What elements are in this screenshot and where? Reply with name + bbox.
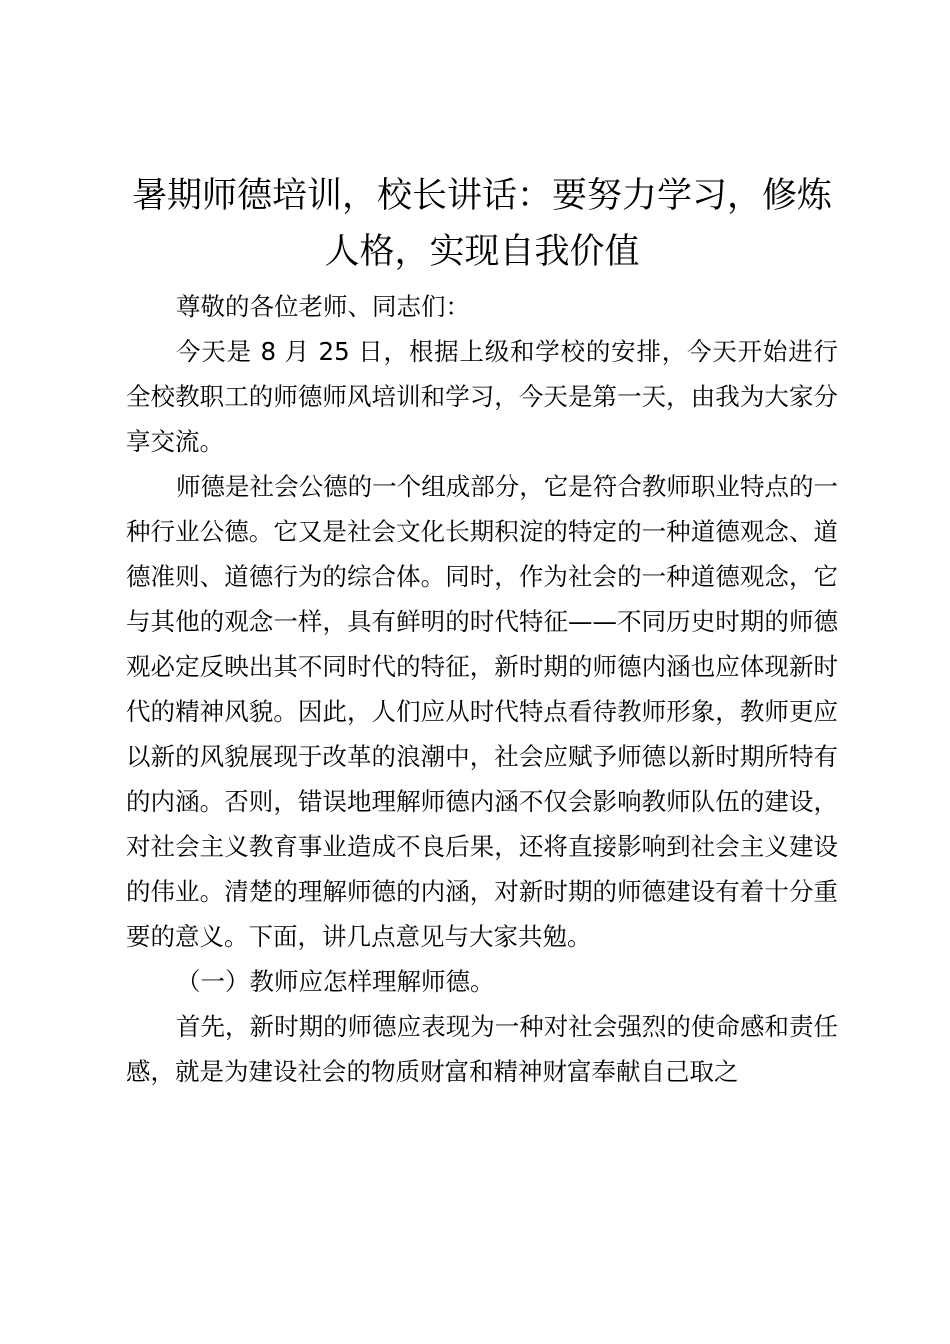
section-heading: （一）教师应怎样理解师德。 [176,967,495,996]
body-paragraph: 今天是 8 月 25 日，根据上级和学校的安排，今天开始进行全校教职工的师德师风培训和学习，今天是第一天，由我为大家分享交流。 [126,337,838,456]
body-paragraph: 师德是社会公德的一个组成部分，它是符合教师职业特点的一种行业公德。它又是社会文化长期积淀的特定的一种道德观念、道德准则、道德行为的综合体。同时，作为社会的一种道德观念，它与其他的观念一样，具有鲜明的时代特征——不同历史时期的师德观必定反映出其不同时代的特征，新时期的师德内涵也应体现新时代的精神风貌。因此，人们应从时代特点看待教师形象，教师更应以新的风貌展现于改革的浪潮中，社会应赋予师德以新时期所特有的内涵。否则，错误地理解师德内涵不仅会影响教师队伍的建设，对社会主义教育事业造成不良后果，还将直接影响到社会主义建设的伟业。清楚的理解师德的内涵，对新时期的师德建设有着十分重要的意义。下面，讲几点意见与大家共勉。 [126,472,838,951]
salutation-paragraph: 尊敬的各位老师、同志们： [176,292,470,321]
body-paragraph: 首先，新时期的师德应表现为一种对社会强烈的使命感和责任感，就是为建设社会的物质财富和精神财富奉献自己取之 [126,1012,838,1086]
document-page [126,168,838,1094]
document-title: 暑期师德培训，校长讲话：要努力学习，修炼人格，实现自我价值 [131,176,832,272]
